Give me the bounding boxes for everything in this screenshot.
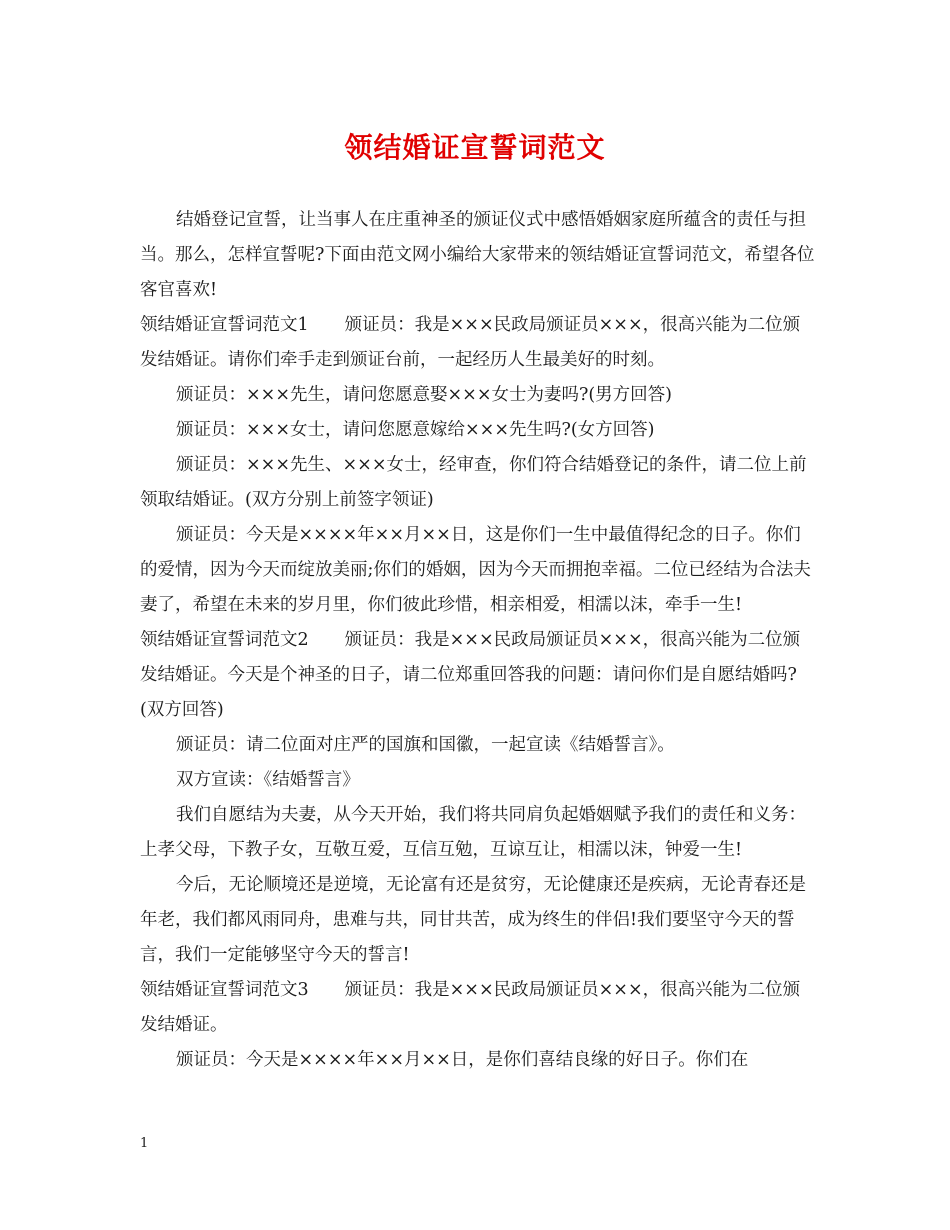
section-2-paragraph: 我们自愿结为夫妻，从今天开始，我们将共同肩负起婚姻赋予我们的责任和义务：上孝父母，下教子女，互敬互爱，互信互勉，互谅互让，相濡以沫，钟爱一生!	[140, 805, 806, 860]
section-3-first-text: 颁证员：我是×××民政局颁证员×××，很高兴能为二位颁发结婚证。	[140, 980, 801, 1035]
section-3-first-paragraph	[140, 973, 816, 1043]
section-1-first-paragraph	[140, 308, 816, 378]
section-2-heading: 领结婚证宣誓词范文2	[140, 630, 309, 650]
section-1-paragraph: 颁证员：×××先生，请问您愿意娶×××女士为妻吗?(男方回答)	[176, 385, 673, 405]
section-2-paragraph: 颁证员：请二位面对庄严的国旗和国徽，一起宣读《结婚誓言》。	[176, 735, 675, 755]
section-3-paragraph: 颁证员：今天是××××年××月××日，是你们喜结良缘的好日子。你们在	[176, 1050, 749, 1070]
section-1-heading: 领结婚证宣誓词范文1	[140, 315, 309, 335]
section-1-first-text: 颁证员：我是×××民政局颁证员×××，很高兴能为二位颁发结婚证。请你们牵手走到颁证台前，一起经历人生最美好的时刻。	[140, 315, 801, 370]
section-2-paragraph: 双方宣读：《结婚誓言》	[176, 770, 360, 790]
section-1-paragraph: 颁证员：今天是××××年××月××日，这是你们一生中最值得纪念的日子。你们的爱情，因为今天而绽放美丽;你们的婚姻，因为今天而拥抱幸福。二位已经结为合法夫妻了，希望在未来的岁月里，你们彼此珍惜，相亲相爱，相濡以沫，牵手一生!	[140, 525, 811, 615]
section-3-heading: 领结婚证宣誓词范文3	[140, 980, 309, 1000]
section-1-paragraph: 颁证员：×××先生、×××女士，经审查，你们符合结婚登记的条件，请二位上前领取结婚证。(双方分别上前签字领证)	[140, 455, 807, 510]
intro-paragraph: 结婚登记宣誓，让当事人在庄重神圣的颁证仪式中感悟婚姻家庭所蕴含的责任与担当。那么，怎样宣誓呢?下面由范文网小编给大家带来的领结婚证宣誓词范文，希望各位客官喜欢!	[140, 210, 815, 300]
section-2-paragraph: 今后，无论顺境还是逆境，无论富有还是贫穷，无论健康还是疾病，无论青春还是年老，我们都风雨同舟，患难与共，同甘共苦，成为终生的伴侣!我们要坚守今天的誓言，我们一定能够坚守今天的誓言!	[140, 875, 806, 965]
document-body	[140, 203, 816, 1078]
document-title: 领结婚证宣誓词范文	[344, 131, 606, 164]
page-number: 1	[140, 1136, 149, 1151]
section-2-first-text: 颁证员：我是×××民政局颁证员×××，很高兴能为二位颁发结婚证。今天是个神圣的日子，请二位郑重回答我的问题：请问你们是自愿结婚吗?(双方回答)	[140, 630, 801, 720]
section-1-paragraph: 颁证员：×××女士，请问您愿意嫁给×××先生吗?(女方回答)	[176, 420, 655, 440]
section-2-first-paragraph	[140, 623, 816, 728]
